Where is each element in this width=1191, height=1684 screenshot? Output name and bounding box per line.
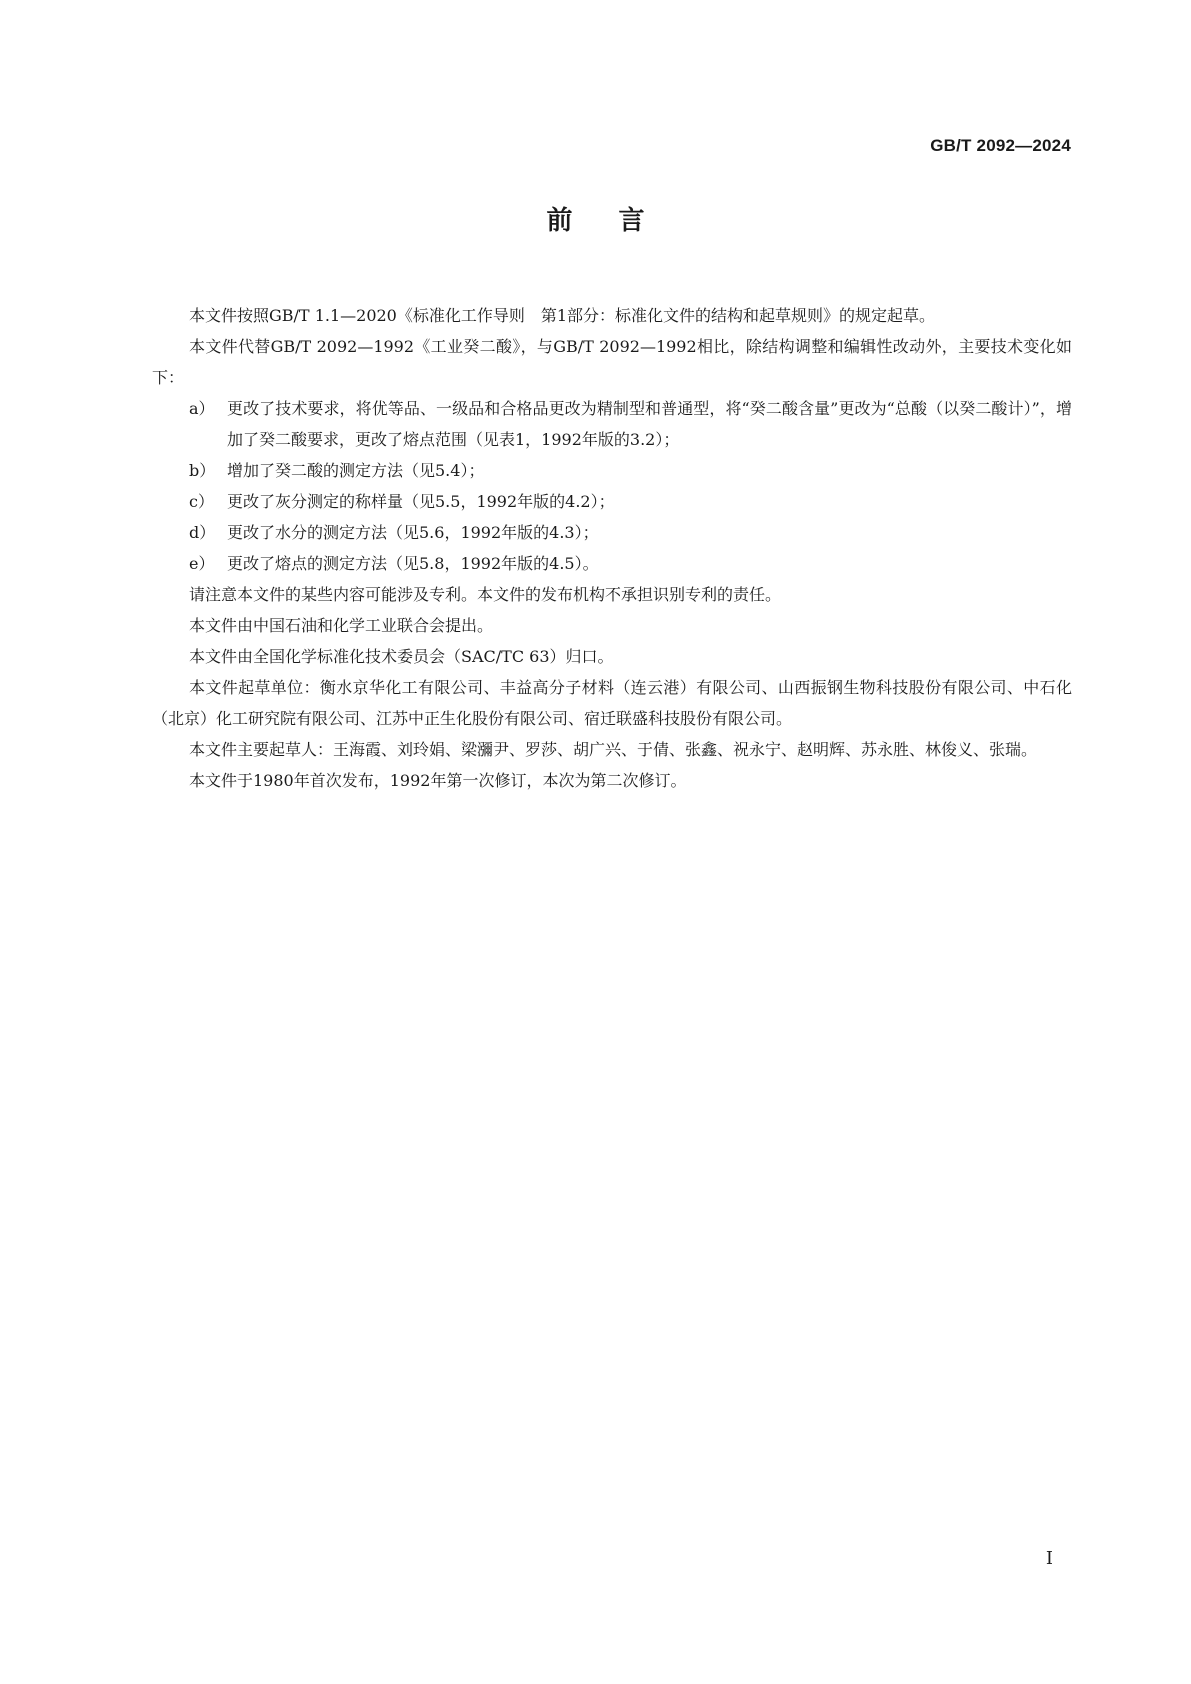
list-item-text: 增加了癸二酸的测定方法（见5.4）； xyxy=(227,461,485,480)
list-marker: b） xyxy=(189,461,216,480)
list-item-text: 更改了技术要求，将优等品、一级品和合格品更改为精制型和普通型，将“癸二酸含量”更改为“总酸（以癸二酸计）”，增加了癸二酸要求，更改了熔点范围（见表1，1992年版的3.2）； xyxy=(227,399,1072,449)
paragraph-drafters: 本文件主要起草人：王海霞、刘玲娟、梁瀰尹、罗莎、胡广兴、于倩、张鑫、祝永宁、赵明辉、苏永胜、林俊义、张瑞。 xyxy=(189,740,1038,759)
list-item-text: 更改了灰分测定的称样量（见5.5，1992年版的4.2）； xyxy=(227,492,615,511)
paragraph-history: 本文件于1980年首次发布，1992年第一次修订，本次为第二次修订。 xyxy=(189,771,687,790)
changes-list xyxy=(152,393,1072,579)
paragraph-drafting-rules: 本文件按照GB/T 1.1—2020《标准化工作导则 第1部分：标准化文件的结构和起草规则》的规定起草。 xyxy=(189,306,936,325)
list-item xyxy=(152,548,1072,579)
paragraph-proposed-by: 本文件由中国石油和化学工业联合会提出。 xyxy=(189,616,494,635)
standard-number: GB/T 2092—2024 xyxy=(930,136,1071,155)
list-marker: c） xyxy=(189,492,214,511)
paragraph-under-jurisdiction: 本文件由全国化学标准化技术委员会（SAC/TC 63）归口。 xyxy=(189,647,614,666)
paragraph-replaces: 本文件代替GB/T 2092—1992《工业癸二酸》，与GB/T 2092—1992相比，除结构调整和编辑性改动外，主要技术变化如下： xyxy=(152,337,1072,387)
list-marker: d） xyxy=(189,523,216,542)
paragraph-drafting-units: 本文件起草单位：衡水京华化工有限公司、丰益高分子材料（连云港）有限公司、山西振钢生物科技股份有限公司、中石化（北京）化工研究院有限公司、江苏中正生化股份有限公司、宿迁联盛科技股份有限公司。 xyxy=(152,678,1072,728)
paragraph-patent-notice: 请注意本文件的某些内容可能涉及专利。本文件的发布机构不承担识别专利的责任。 xyxy=(189,585,782,604)
list-item-text: 更改了熔点的测定方法（见5.8，1992年版的4.5）。 xyxy=(227,554,599,573)
list-item xyxy=(152,517,1072,548)
page-number: I xyxy=(1045,1548,1053,1569)
list-marker: a） xyxy=(189,399,215,418)
list-marker: e） xyxy=(189,554,215,573)
page-title: 前言 xyxy=(546,206,691,236)
list-item-text: 更改了水分的测定方法（见5.6，1992年版的4.3）； xyxy=(227,523,599,542)
list-item xyxy=(152,393,1072,455)
list-item xyxy=(152,486,1072,517)
document-body xyxy=(152,300,1072,796)
list-item xyxy=(152,455,1072,486)
